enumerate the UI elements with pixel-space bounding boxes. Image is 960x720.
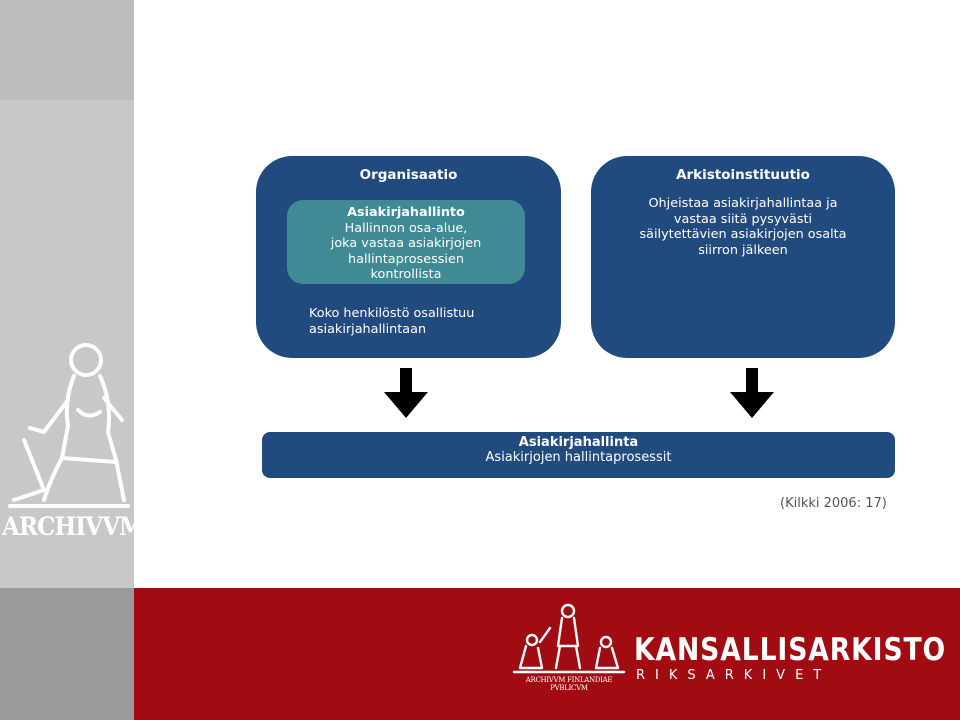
organisation-title: Organisaatio: [359, 167, 458, 183]
organisation-note: Koko henkilöstö osallistuu asiakirjahallintaan: [309, 306, 475, 337]
process-box-subtitle: Asiakirjojen hallintaprosessit: [485, 450, 672, 465]
inner-box-title: Asiakirjahallinto: [347, 205, 465, 220]
sidebar-bottom-panel: [0, 588, 134, 720]
archive-institution-description: Ohjeistaa asiakirjahallintaa ja vastaa siitä pysyvästi säilytettävien asiakirjojen osalta siirron jälkeen: [639, 196, 847, 258]
records-management-inner-box: [287, 200, 525, 284]
citation: (Kilkki 2006: 17): [780, 496, 887, 511]
archive-institution-title: Arkistoinstituutio: [676, 167, 810, 183]
organisation-box: [256, 156, 561, 358]
archive-institution-box: [591, 156, 895, 358]
records-management-process-box: [262, 432, 895, 478]
footer-logo-caption: ARCHIVVM FINLANDIAE PVBLICVM: [525, 676, 613, 692]
brand-name: KANSALLISARKISTO: [634, 632, 947, 668]
sidebar-top-panel: [0, 0, 134, 100]
down-arrow-icon: [378, 366, 434, 422]
down-arrow-icon: [724, 366, 780, 422]
archivvm-wordmark: ARCHIVVM: [2, 512, 144, 541]
process-box-title: Asiakirjahallinta: [518, 435, 639, 450]
statue-group-logo: [510, 602, 628, 678]
archivvm-statue-logo: [4, 340, 130, 508]
brand-subname: RIKSARKIVET: [636, 668, 832, 683]
inner-box-description: Hallinnon osa-alue, joka vastaa asiakirjojen hallintaprosessien kontrollista: [330, 220, 482, 282]
